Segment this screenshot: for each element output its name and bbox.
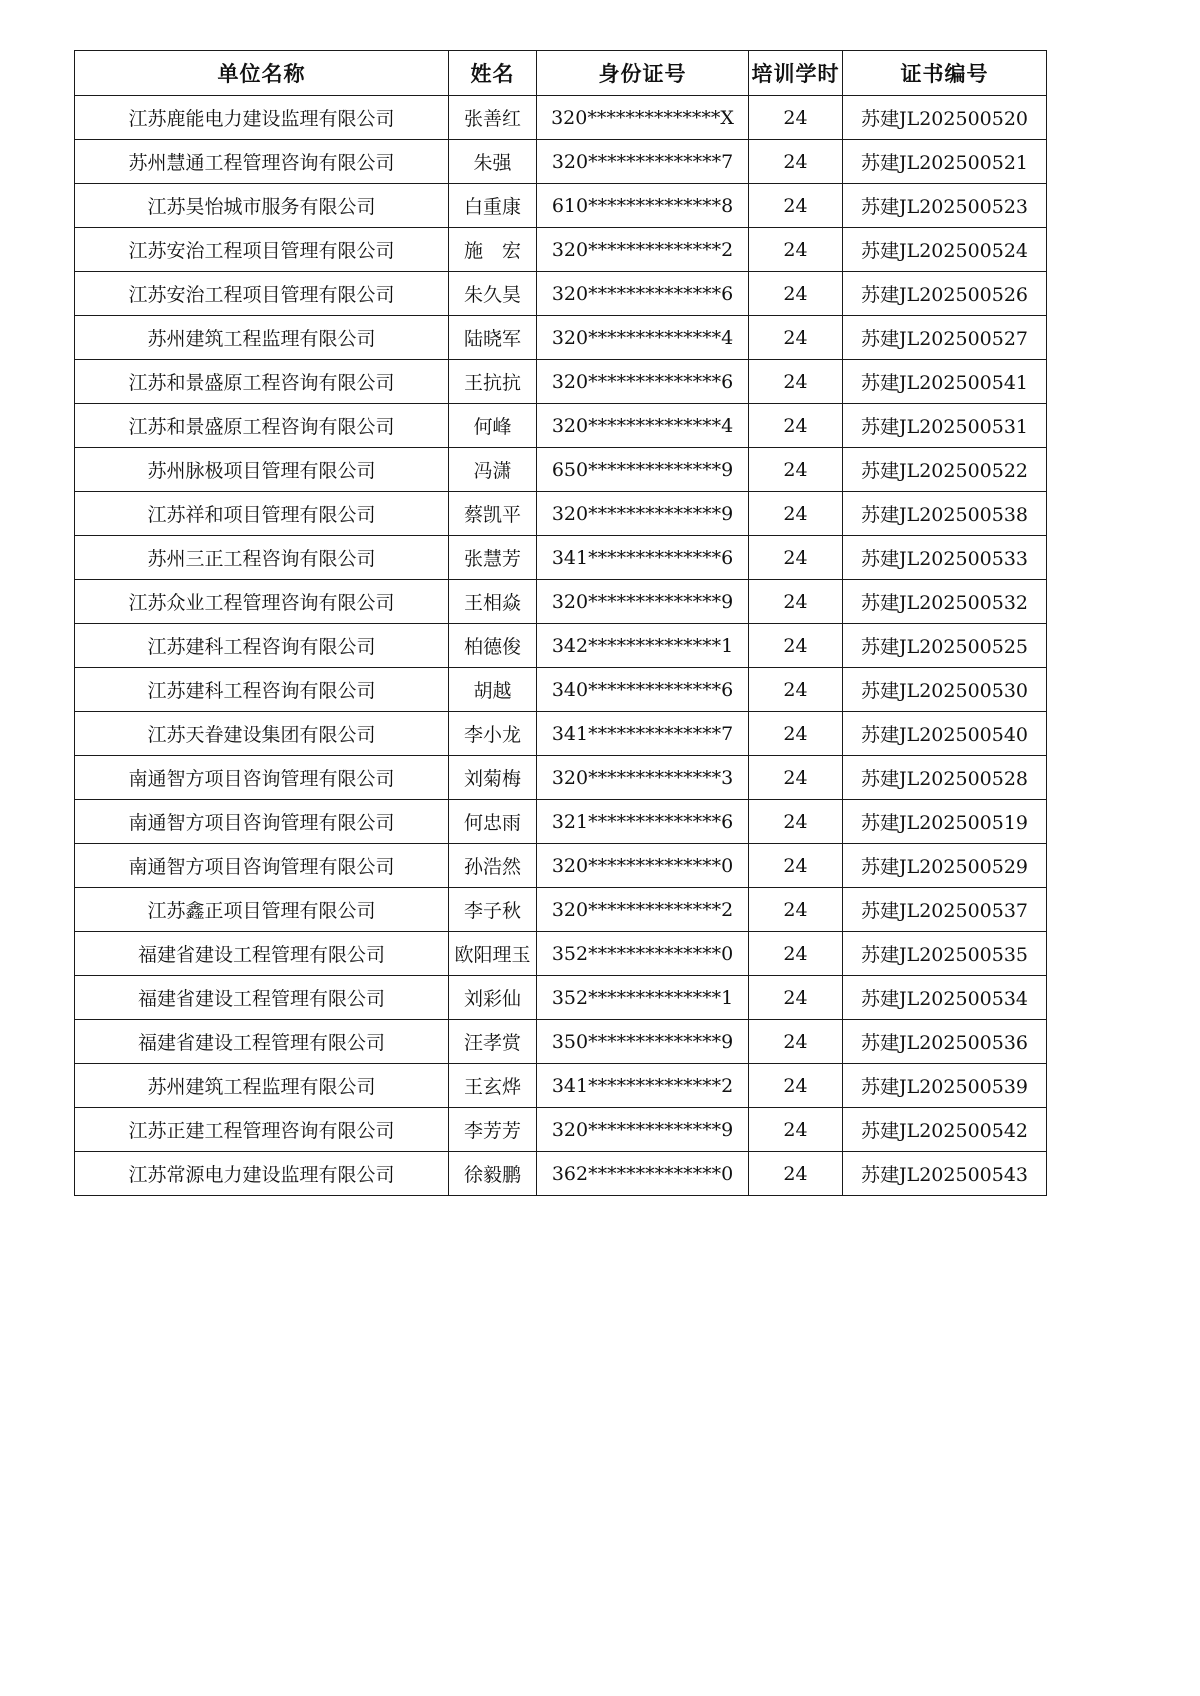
- table-row: [75, 844, 1047, 888]
- cell-training-hours: 24: [749, 1064, 843, 1108]
- header-id-number: 身份证号: [537, 51, 749, 96]
- table-row: [75, 228, 1047, 272]
- cell-training-hours: 24: [749, 536, 843, 580]
- cell-person-name: 张慧芳: [449, 536, 537, 580]
- cell-certificate-number: 苏建JL202500536: [843, 1020, 1047, 1064]
- cell-person-name: 施 宏: [449, 228, 537, 272]
- cell-person-name: 柏德俊: [449, 624, 537, 668]
- cell-id-number: 342**************1: [537, 624, 749, 668]
- table-row: [75, 888, 1047, 932]
- cell-certificate-number: 苏建JL202500538: [843, 492, 1047, 536]
- cell-person-name: 徐毅鹏: [449, 1152, 537, 1196]
- cell-training-hours: 24: [749, 624, 843, 668]
- table-row: [75, 624, 1047, 668]
- cell-person-name: 朱强: [449, 140, 537, 184]
- cell-unit-name: 苏州三正工程咨询有限公司: [75, 536, 449, 580]
- cell-training-hours: 24: [749, 96, 843, 140]
- cell-certificate-number: 苏建JL202500528: [843, 756, 1047, 800]
- cell-unit-name: 苏州慧通工程管理咨询有限公司: [75, 140, 449, 184]
- cell-id-number: 352**************1: [537, 976, 749, 1020]
- table-row: [75, 536, 1047, 580]
- cell-certificate-number: 苏建JL202500519: [843, 800, 1047, 844]
- cell-id-number: 320**************9: [537, 492, 749, 536]
- cell-person-name: 汪孝赏: [449, 1020, 537, 1064]
- cell-id-number: 610**************8: [537, 184, 749, 228]
- table-row: [75, 712, 1047, 756]
- cell-id-number: 341**************7: [537, 712, 749, 756]
- cell-training-hours: 24: [749, 844, 843, 888]
- table-row: [75, 668, 1047, 712]
- cell-certificate-number: 苏建JL202500522: [843, 448, 1047, 492]
- cell-certificate-number: 苏建JL202500541: [843, 360, 1047, 404]
- cell-certificate-number: 苏建JL202500523: [843, 184, 1047, 228]
- cell-unit-name: 苏州脉极项目管理有限公司: [75, 448, 449, 492]
- table-row: [75, 96, 1047, 140]
- cell-unit-name: 江苏和景盛原工程咨询有限公司: [75, 404, 449, 448]
- cell-unit-name: 苏州建筑工程监理有限公司: [75, 1064, 449, 1108]
- cell-certificate-number: 苏建JL202500524: [843, 228, 1047, 272]
- header-person-name: 姓名: [449, 51, 537, 96]
- cell-certificate-number: 苏建JL202500526: [843, 272, 1047, 316]
- table-row: [75, 976, 1047, 1020]
- cell-id-number: 320**************6: [537, 272, 749, 316]
- cell-training-hours: 24: [749, 140, 843, 184]
- cell-training-hours: 24: [749, 316, 843, 360]
- cell-person-name: 欧阳理玉: [449, 932, 537, 976]
- cell-unit-name: 江苏祥和项目管理有限公司: [75, 492, 449, 536]
- table-row: [75, 1152, 1047, 1196]
- cell-person-name: 李小龙: [449, 712, 537, 756]
- cell-id-number: 320**************9: [537, 580, 749, 624]
- cell-training-hours: 24: [749, 1020, 843, 1064]
- cell-id-number: 320**************4: [537, 316, 749, 360]
- cell-certificate-number: 苏建JL202500530: [843, 668, 1047, 712]
- cell-unit-name: 江苏常源电力建设监理有限公司: [75, 1152, 449, 1196]
- cell-training-hours: 24: [749, 668, 843, 712]
- cell-id-number: 320**************2: [537, 228, 749, 272]
- cell-unit-name: 江苏鹿能电力建设监理有限公司: [75, 96, 449, 140]
- cell-training-hours: 24: [749, 888, 843, 932]
- cell-unit-name: 江苏天眷建设集团有限公司: [75, 712, 449, 756]
- cell-training-hours: 24: [749, 1152, 843, 1196]
- cell-person-name: 王相焱: [449, 580, 537, 624]
- trainee-certificate-table: [74, 50, 1047, 1196]
- table-row: [75, 448, 1047, 492]
- cell-id-number: 650**************9: [537, 448, 749, 492]
- cell-person-name: 陆晓军: [449, 316, 537, 360]
- cell-person-name: 胡越: [449, 668, 537, 712]
- table-row: [75, 184, 1047, 228]
- cell-certificate-number: 苏建JL202500537: [843, 888, 1047, 932]
- table-row: [75, 1108, 1047, 1152]
- table-row: [75, 756, 1047, 800]
- table-row: [75, 360, 1047, 404]
- cell-training-hours: 24: [749, 580, 843, 624]
- table-row: [75, 932, 1047, 976]
- table-row: [75, 580, 1047, 624]
- table-row: [75, 404, 1047, 448]
- cell-unit-name: 江苏建科工程咨询有限公司: [75, 668, 449, 712]
- header-training-hours: 培训学时: [749, 51, 843, 96]
- cell-id-number: 320**************7: [537, 140, 749, 184]
- table-row: [75, 1064, 1047, 1108]
- table-row: [75, 800, 1047, 844]
- cell-person-name: 何忠雨: [449, 800, 537, 844]
- cell-training-hours: 24: [749, 404, 843, 448]
- cell-training-hours: 24: [749, 448, 843, 492]
- cell-id-number: 341**************6: [537, 536, 749, 580]
- cell-certificate-number: 苏建JL202500521: [843, 140, 1047, 184]
- cell-certificate-number: 苏建JL202500534: [843, 976, 1047, 1020]
- cell-training-hours: 24: [749, 1108, 843, 1152]
- cell-unit-name: 南通智方项目咨询管理有限公司: [75, 844, 449, 888]
- cell-certificate-number: 苏建JL202500540: [843, 712, 1047, 756]
- cell-certificate-number: 苏建JL202500543: [843, 1152, 1047, 1196]
- table-row: [75, 492, 1047, 536]
- cell-person-name: 冯潇: [449, 448, 537, 492]
- cell-id-number: 320**************3: [537, 756, 749, 800]
- cell-person-name: 李子秋: [449, 888, 537, 932]
- cell-unit-name: 江苏建科工程咨询有限公司: [75, 624, 449, 668]
- header-certificate-number: 证书编号: [843, 51, 1047, 96]
- cell-id-number: 320**************2: [537, 888, 749, 932]
- cell-unit-name: 江苏正建工程管理咨询有限公司: [75, 1108, 449, 1152]
- table-row: [75, 316, 1047, 360]
- cell-training-hours: 24: [749, 800, 843, 844]
- cell-training-hours: 24: [749, 932, 843, 976]
- cell-person-name: 朱久昊: [449, 272, 537, 316]
- cell-training-hours: 24: [749, 184, 843, 228]
- cell-person-name: 李芳芳: [449, 1108, 537, 1152]
- cell-id-number: 320**************X: [537, 96, 749, 140]
- cell-certificate-number: 苏建JL202500520: [843, 96, 1047, 140]
- cell-certificate-number: 苏建JL202500525: [843, 624, 1047, 668]
- cell-id-number: 320**************6: [537, 360, 749, 404]
- cell-id-number: 321**************6: [537, 800, 749, 844]
- cell-certificate-number: 苏建JL202500529: [843, 844, 1047, 888]
- cell-unit-name: 江苏安治工程项目管理有限公司: [75, 272, 449, 316]
- cell-id-number: 341**************2: [537, 1064, 749, 1108]
- header-unit-name: 单位名称: [75, 51, 449, 96]
- cell-training-hours: 24: [749, 492, 843, 536]
- cell-person-name: 何峰: [449, 404, 537, 448]
- cell-training-hours: 24: [749, 712, 843, 756]
- cell-training-hours: 24: [749, 756, 843, 800]
- cell-person-name: 王玄烨: [449, 1064, 537, 1108]
- table-body: [75, 96, 1047, 1196]
- cell-person-name: 蔡凯平: [449, 492, 537, 536]
- cell-id-number: 362**************0: [537, 1152, 749, 1196]
- cell-certificate-number: 苏建JL202500533: [843, 536, 1047, 580]
- cell-unit-name: 福建省建设工程管理有限公司: [75, 932, 449, 976]
- cell-unit-name: 南通智方项目咨询管理有限公司: [75, 756, 449, 800]
- cell-training-hours: 24: [749, 228, 843, 272]
- cell-training-hours: 24: [749, 272, 843, 316]
- table-row: [75, 140, 1047, 184]
- table-row: [75, 272, 1047, 316]
- cell-training-hours: 24: [749, 976, 843, 1020]
- cell-id-number: 320**************0: [537, 844, 749, 888]
- cell-id-number: 352**************0: [537, 932, 749, 976]
- cell-unit-name: 苏州建筑工程监理有限公司: [75, 316, 449, 360]
- cell-certificate-number: 苏建JL202500535: [843, 932, 1047, 976]
- cell-person-name: 刘彩仙: [449, 976, 537, 1020]
- cell-unit-name: 江苏昊怡城市服务有限公司: [75, 184, 449, 228]
- cell-certificate-number: 苏建JL202500532: [843, 580, 1047, 624]
- cell-person-name: 刘菊梅: [449, 756, 537, 800]
- cell-unit-name: 江苏安治工程项目管理有限公司: [75, 228, 449, 272]
- cell-unit-name: 福建省建设工程管理有限公司: [75, 1020, 449, 1064]
- cell-certificate-number: 苏建JL202500542: [843, 1108, 1047, 1152]
- cell-person-name: 张善红: [449, 96, 537, 140]
- cell-certificate-number: 苏建JL202500531: [843, 404, 1047, 448]
- cell-unit-name: 福建省建设工程管理有限公司: [75, 976, 449, 1020]
- cell-certificate-number: 苏建JL202500539: [843, 1064, 1047, 1108]
- cell-certificate-number: 苏建JL202500527: [843, 316, 1047, 360]
- cell-person-name: 孙浩然: [449, 844, 537, 888]
- cell-person-name: 白重康: [449, 184, 537, 228]
- table-header-row: [75, 51, 1047, 96]
- cell-unit-name: 江苏鑫正项目管理有限公司: [75, 888, 449, 932]
- cell-unit-name: 江苏众业工程管理咨询有限公司: [75, 580, 449, 624]
- cell-unit-name: 南通智方项目咨询管理有限公司: [75, 800, 449, 844]
- table-row: [75, 1020, 1047, 1064]
- cell-id-number: 320**************9: [537, 1108, 749, 1152]
- cell-unit-name: 江苏和景盛原工程咨询有限公司: [75, 360, 449, 404]
- cell-person-name: 王抗抗: [449, 360, 537, 404]
- cell-id-number: 340**************6: [537, 668, 749, 712]
- cell-id-number: 350**************9: [537, 1020, 749, 1064]
- cell-id-number: 320**************4: [537, 404, 749, 448]
- cell-training-hours: 24: [749, 360, 843, 404]
